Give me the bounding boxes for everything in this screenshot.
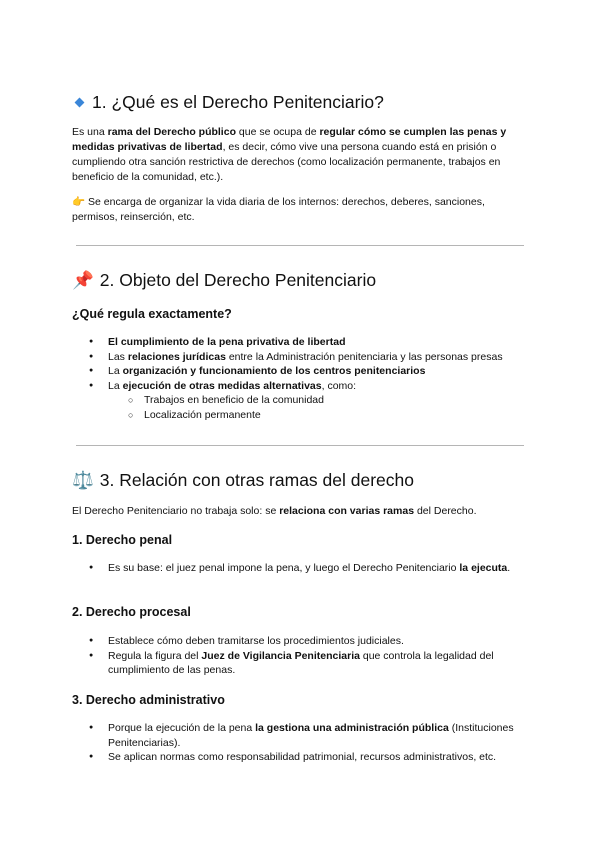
penal-list — [72, 561, 528, 576]
divider — [76, 445, 524, 446]
list-item: ● La organización y funcionamiento de los centros penitenciarios — [72, 364, 528, 379]
sub-list-item: ○ Trabajos en beneficio de la comunidad — [72, 393, 528, 408]
section-1-heading: 1. ¿Qué es el Derecho Penitenciario? — [72, 92, 384, 113]
list-item: ● Las relaciones jurídicas entre la Administración penitenciaria y las personas presas — [72, 350, 528, 365]
section-2-heading: 📌 2. Objeto del Derecho Penitenciario — [72, 270, 377, 290]
balance-scale-icon: ⚖️ — [72, 470, 94, 490]
list-item: ● El cumplimiento de la pena privativa de libertad — [72, 335, 528, 350]
pointing-hand-icon: 👉 — [72, 196, 86, 208]
blue-diamond-icon — [75, 97, 85, 107]
list-item: ● Es su base: el juez penal impone la pena, y luego el Derecho Penitenciario la ejecuta. — [72, 561, 528, 576]
section-3-heading: ⚖️ 3. Relación con otras ramas del derecho — [72, 470, 414, 490]
section-3-intro: El Derecho Penitenciario no trabaja solo: se relaciona con varias ramas del Derecho. — [72, 505, 477, 517]
section-1-note: 👉 Se encarga de organizar la vida diaria de los internos: derechos, deberes, sanciones, permisos, reinserción, etc. — [72, 196, 485, 223]
sub-list-item: ○ Localización permanente — [72, 408, 528, 423]
section-1-paragraph: Es una rama del Derecho público que se ocupa de regular cómo se cumplen las penas y medidas privativas de libertad, es decir, cómo vive una persona cuando está en prisión o cumpliendo otra sanción restrictiva de derechos (como localización permanente, trabajos en beneficio de la comunidad, etc.). — [72, 126, 507, 183]
procesal-heading: 2. Derecho procesal — [72, 605, 191, 619]
administrativo-heading: 3. Derecho administrativo — [72, 693, 225, 707]
list-item: ● La ejecución de otras medidas alternativas, como: — [72, 379, 528, 394]
pushpin-icon: 📌 — [72, 270, 94, 290]
procesal-list — [72, 634, 528, 678]
list-item: ● Regula la figura del Juez de Vigilancia Penitenciaria que controla la legalidad del cumplimiento de las penas. — [72, 649, 528, 678]
list-item: ● Se aplican normas como responsabilidad patrimonial, recursos administrativos, etc. — [72, 750, 528, 765]
list-item: ● Establece cómo deben tramitarse los procedimientos judiciales. — [72, 634, 528, 649]
list-item: ● Porque la ejecución de la pena la gestiona una administración pública (Instituciones Penitenciarias). — [72, 721, 528, 750]
section-2-subheading: ¿Qué regula exactamente? — [72, 307, 232, 321]
penal-heading: 1. Derecho penal — [72, 533, 173, 547]
administrativo-list — [72, 721, 528, 765]
divider — [76, 245, 524, 246]
section-2-list — [72, 335, 528, 423]
